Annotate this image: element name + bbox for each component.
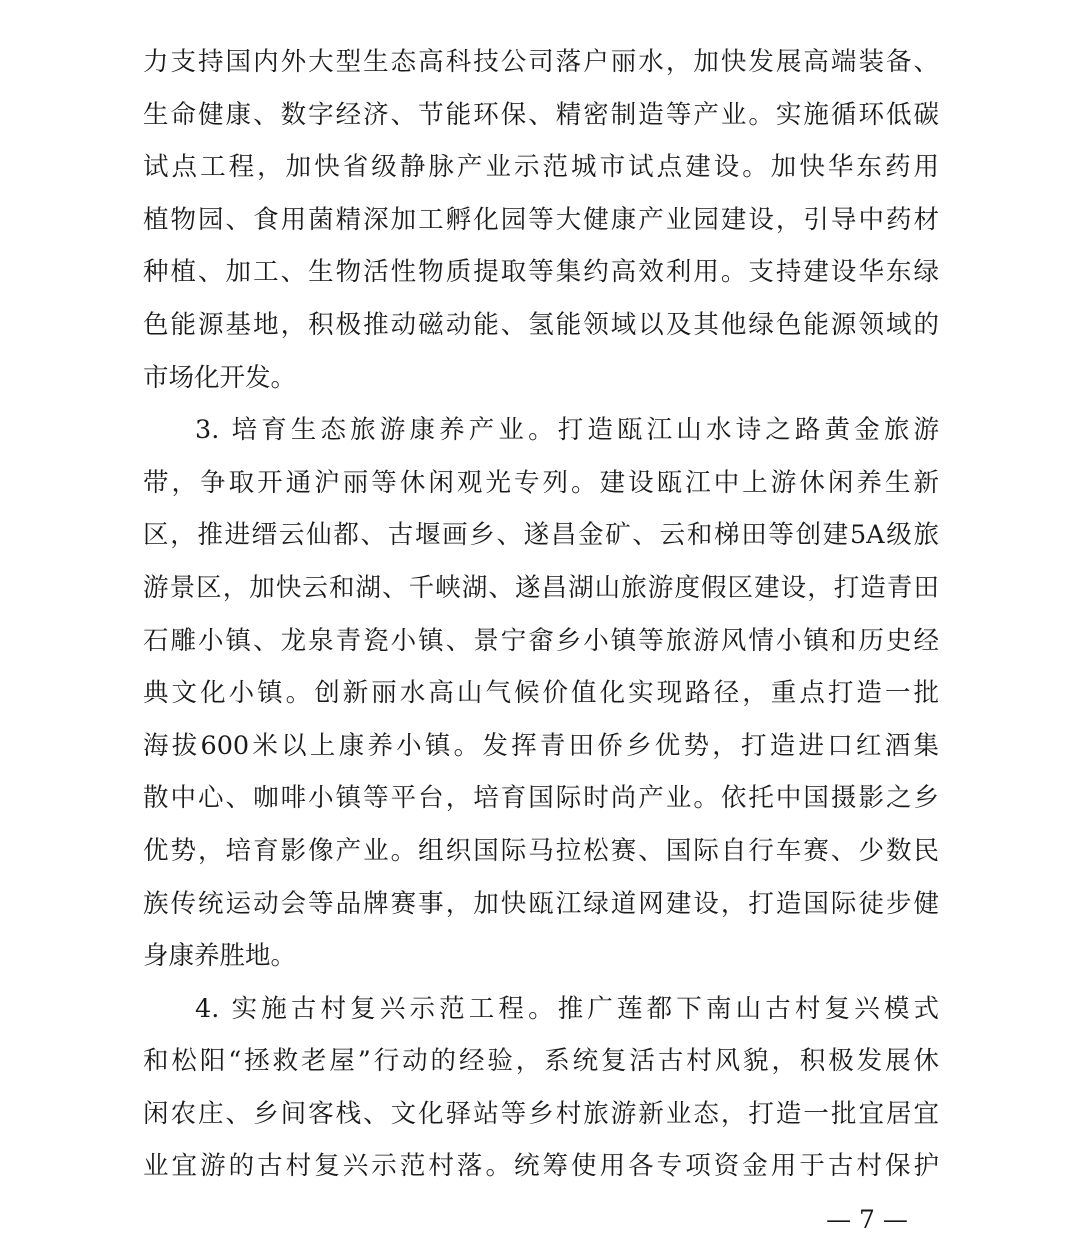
text-line: 力支持国内外大型生态高科技公司落户丽水，加快发展高端装备、: [143, 47, 939, 77]
text-line: 色能源基地，积极推动磁动能、氢能领域以及其他绿色能源领域的: [143, 309, 939, 340]
text-line: 身康养胜地。: [143, 941, 297, 972]
text-line: 海拔600米以上康养小镇。发挥青田侨乡优势，打造进口红酒集: [143, 730, 939, 761]
text-line: 石雕小镇、龙泉青瓷小镇、景宁畲乡小镇等旅游风情小镇和历史经: [143, 625, 939, 656]
text-line: 典文化小镇。创新丽水高山气候价值化实现路径，重点打造一批: [143, 678, 939, 709]
text-line: 3. 培育生态旅游康养产业。打造瓯江山水诗之路黄金旅游: [195, 415, 939, 446]
text-line: 生命健康、数字经济、节能环保、精密制造等产业。实施循环低碳: [143, 99, 939, 130]
text-line: 业宜游的古村复兴示范村落。统筹使用各专项资金用于古村保护: [143, 1151, 939, 1182]
text-line: 游景区，加快云和湖、千峡湖、遂昌湖山旅游度假区建设，打造青田: [143, 572, 939, 603]
text-line: 优势，培育影像产业。组织国际马拉松赛、国际自行车赛、少数民: [143, 835, 939, 866]
text-line: 带，争取开通沪丽等休闲观光专列。建设瓯江中上游休闲养生新: [143, 467, 939, 498]
text-line: 族传统运动会等品牌赛事，加快瓯江绿道网建设，打造国际徒步健: [143, 888, 939, 919]
text-line: 试点工程，加快省级静脉产业示范城市试点建设。加快华东药用: [143, 152, 939, 183]
text-line: 种植、加工、生物活性物质提取等集约高效利用。支持建设华东绿: [143, 257, 939, 288]
text-line: 闲农庄、乡间客栈、文化驿站等乡村旅游新业态，打造一批宜居宜: [143, 1098, 939, 1129]
text-line: 4. 实施古村复兴示范工程。推广莲都下南山古村复兴模式: [195, 993, 939, 1024]
text-line: 区，推进缙云仙都、古堰画乡、遂昌金矿、云和梯田等创建5A级旅: [143, 520, 939, 551]
page-number: — 7 —: [826, 1205, 908, 1234]
text-line: 市场化开发。: [143, 362, 297, 393]
text-line: 散中心、咖啡小镇等平台，培育国际时尚产业。依托中国摄影之乡: [143, 783, 939, 814]
text-line: 植物园、食用菌精深加工孵化园等大健康产业园建设，引导中药材: [143, 204, 939, 235]
body-text: [143, 36, 939, 1193]
text-line: 和松阳“拯救老屋”行动的经验，系统复活古村风貌，积极发展休: [143, 1046, 939, 1077]
